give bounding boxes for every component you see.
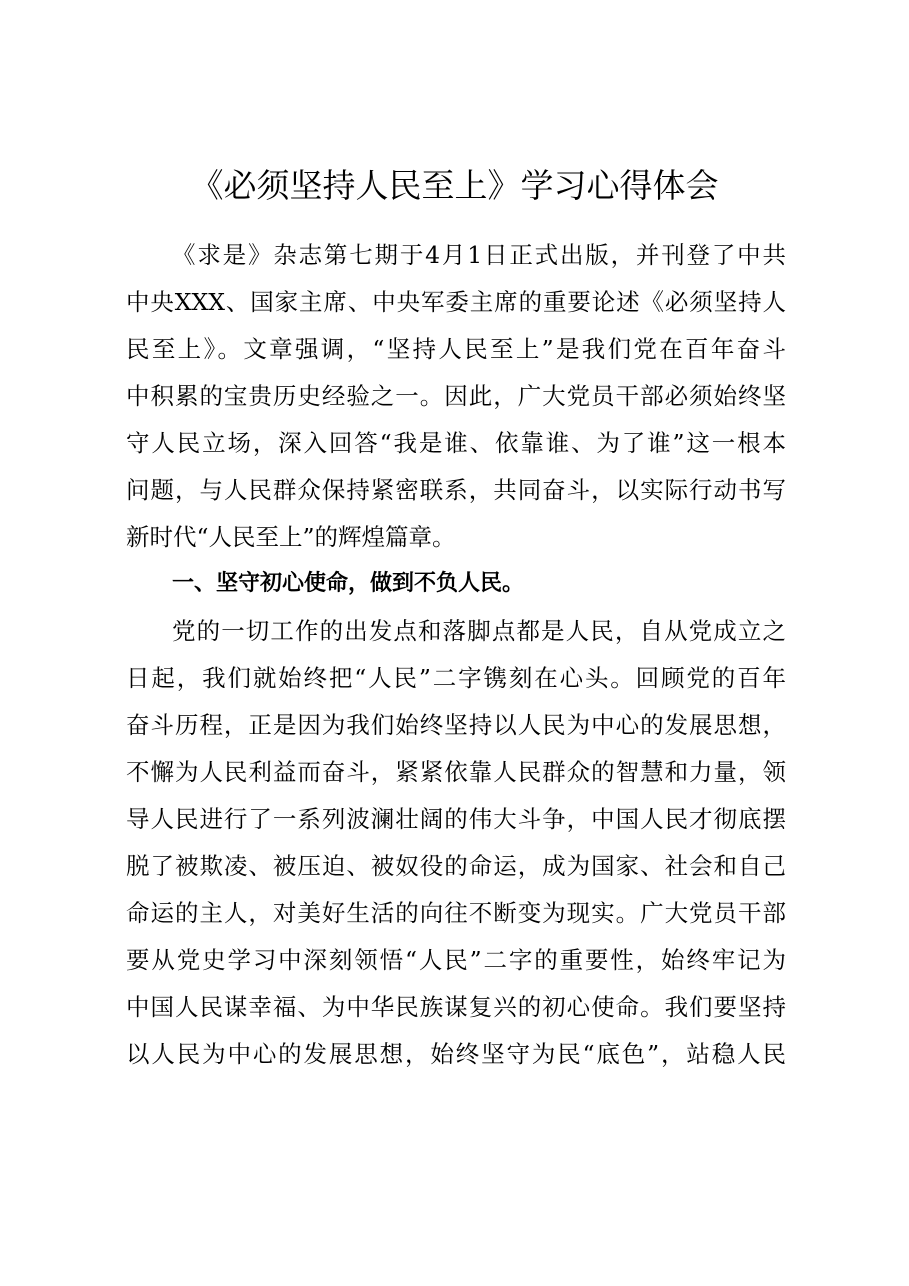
paragraph-2-line-2: 日起，我们就始终把“人民”二字镌刻在心头。回顾党的百年 (126, 664, 786, 692)
paragraph-1-line-7: 新时代“人民至上”的辉煌篇章。 (126, 523, 456, 551)
paragraph-2-line-6: 脱了被欺凌、被压迫、被奴役的命运，成为国家、社会和自己 (126, 852, 786, 880)
section-heading-1: 一、坚守初心使命，做到不负人民。 (172, 571, 525, 596)
paragraph-2-line-4: 不懈为人民利益而奋斗，紧紧依靠人民群众的智慧和力量，领 (126, 758, 786, 786)
paragraph-1-line-5: 守人民立场，深入回答“我是谁、依靠谁、为了谁”这一根本 (126, 429, 786, 457)
paragraph-1-line-1: 《求是》杂志第七期于4月1日正式出版，并刊登了中共 (172, 241, 786, 269)
paragraph-2-line-9: 中国人民谋幸福、为中华民族谋复兴的初心使命。我们要坚持 (126, 993, 786, 1021)
paragraph-2-line-5: 导人民进行了一系列波澜壮阔的伟大斗争，中国人民才彻底摆 (126, 805, 786, 833)
paragraph-1-line-4: 中积累的宝贵历史经验之一。因此，广大党员干部必须始终坚 (126, 382, 786, 410)
paragraph-2-line-10: 以人民为中心的发展思想，始终坚守为民“底色”，站稳人民 (126, 1040, 786, 1068)
paragraph-2-line-7: 命运的主人，对美好生活的向往不断变为现实。广大党员干部 (126, 899, 786, 927)
paragraph-2-line-1: 党的一切工作的出发点和落脚点都是人民，自从党成立之 (172, 617, 786, 645)
document-title: 《必须坚持人民至上》学习心得体会 (190, 166, 719, 205)
paragraph-2-line-8: 要从党史学习中深刻领悟“人民”二字的重要性，始终牢记为 (126, 946, 786, 974)
paragraph-2-line-3: 奋斗历程，正是因为我们始终坚持以人民为中心的发展思想， (126, 711, 786, 739)
paragraph-1-line-6: 问题，与人民群众保持紧密联系，共同奋斗，以实际行动书写 (126, 476, 786, 504)
paragraph-1-line-2: 中央XXX、国家主席、中央军委主席的重要论述《必须坚持人 (126, 288, 786, 316)
paragraph-1-line-3: 民至上》。文章强调，“坚持人民至上”是我们党在百年奋斗 (126, 335, 786, 363)
